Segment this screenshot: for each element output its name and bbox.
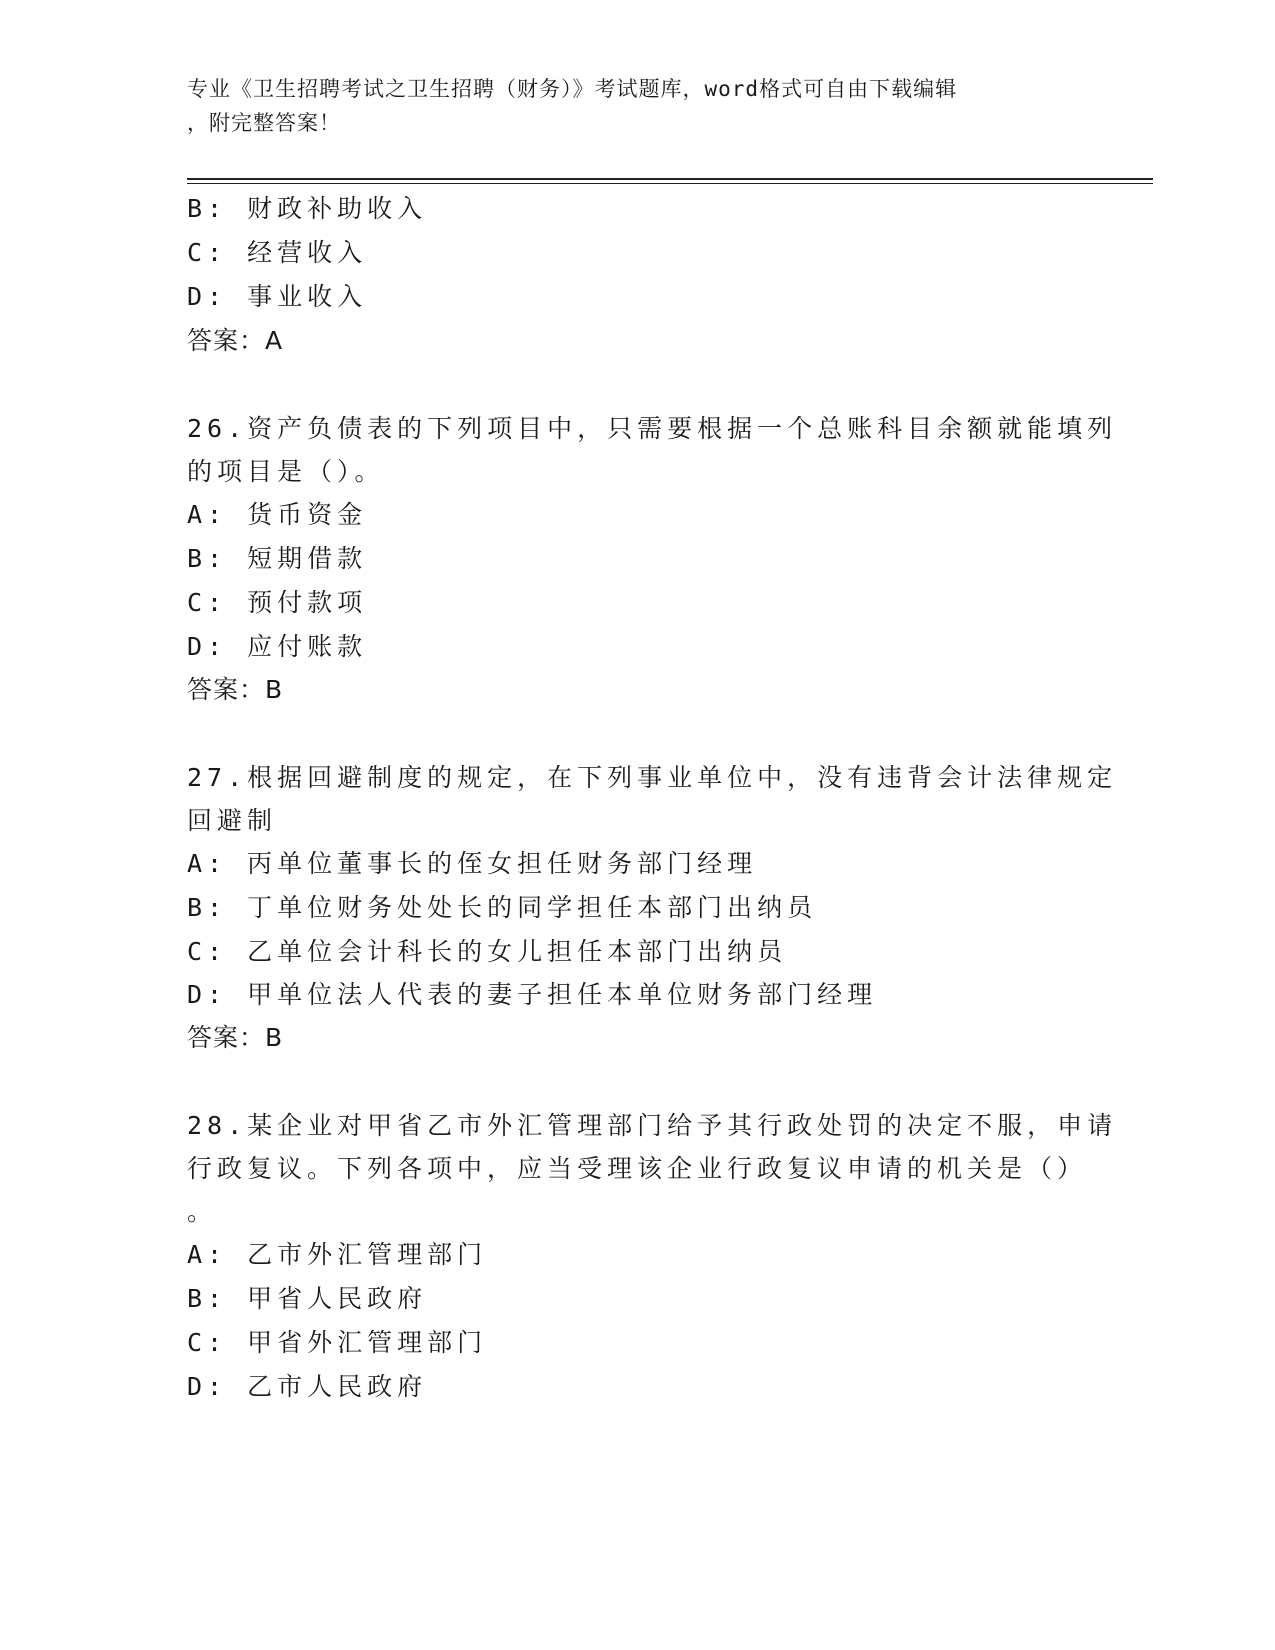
q28-option-b: B: 甲省人民政府	[187, 1284, 428, 1313]
q27-option-a: A: 丙单位董事长的侄女担任财务部门经理	[187, 849, 758, 878]
q26-option-c: C: 预付款项	[187, 588, 368, 617]
q28-option-a: A: 乙市外汇管理部门	[187, 1240, 488, 1269]
q27-stem-line-1: 27.根据回避制度的规定，在下列事业单位中，没有违背会计法律规定	[187, 763, 1118, 792]
q28-stem-line-1: 28.某企业对甲省乙市外汇管理部门给予其行政处罚的决定不服，申请	[187, 1111, 1118, 1140]
q27-option-c: C: 乙单位会计科长的女儿担任本部门出纳员	[187, 937, 788, 966]
header-divider-thin	[187, 183, 1153, 184]
q25-option-d: D: 事业收入	[187, 282, 368, 311]
q26-option-a: A: 货币资金	[187, 500, 368, 529]
q27-stem-line-2: 回避制	[187, 806, 278, 835]
q27-answer: 答案：B	[187, 1023, 284, 1052]
q25-option-b: B: 财政补助收入	[187, 194, 428, 223]
document-header	[187, 72, 1067, 140]
q28-option-c: C: 甲省外汇管理部门	[187, 1328, 488, 1357]
q25-option-c: C: 经营收入	[187, 238, 368, 267]
header-divider-thick	[187, 178, 1153, 180]
q28-stem-line-3: 。	[187, 1197, 218, 1226]
q26-answer: 答案：B	[187, 675, 284, 704]
header-line-1: 专业《卫生招聘考试之卫生招聘（财务）》考试题库，word格式可自由下载编辑	[187, 77, 958, 101]
q25-answer: 答案：A	[187, 326, 284, 355]
q26-option-b: B: 短期借款	[187, 544, 368, 573]
q26-stem-line-1: 26.资产负债表的下列项目中，只需要根据一个总账科目余额就能填列	[187, 414, 1118, 443]
q26-option-d: D: 应付账款	[187, 632, 368, 661]
header-line-2: ，附完整答案！	[187, 111, 341, 135]
q28-option-d: D: 乙市人民政府	[187, 1372, 428, 1401]
q28-stem-line-2: 行政复议。下列各项中，应当受理该企业行政复议申请的机关是（）	[187, 1154, 1088, 1183]
q27-option-b: B: 丁单位财务处处长的同学担任本部门出纳员	[187, 893, 818, 922]
q27-option-d: D: 甲单位法人代表的妻子担任本单位财务部门经理	[187, 980, 878, 1009]
q26-stem-line-2: 的项目是（）。	[187, 457, 385, 486]
